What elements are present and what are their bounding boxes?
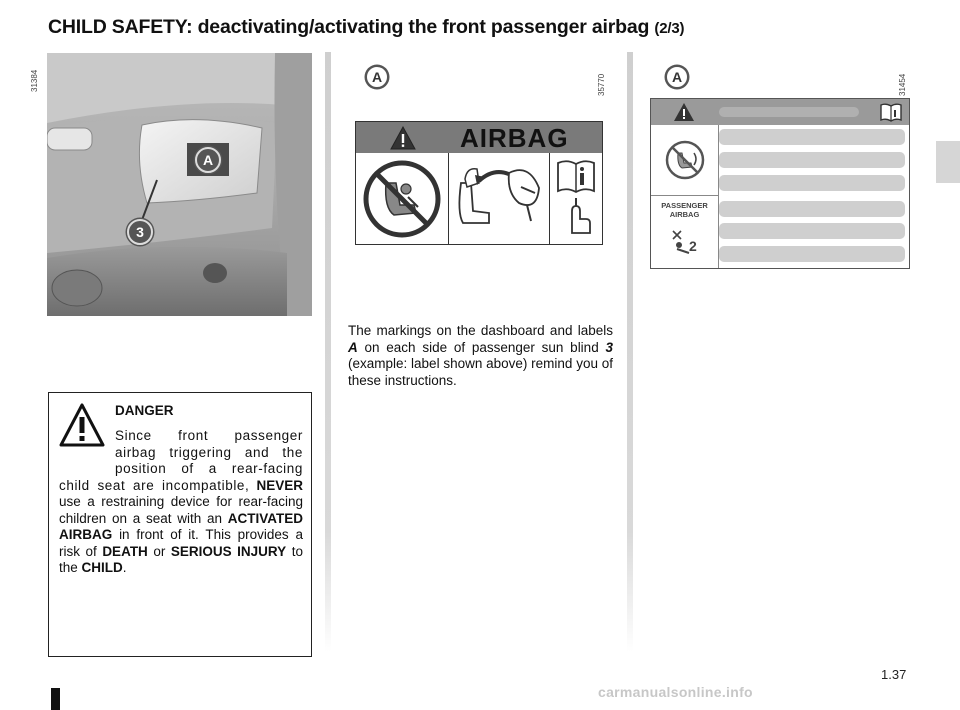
photo-label-a: A [195, 147, 221, 173]
warning-triangle-icon [673, 102, 695, 122]
sun-visor-illustration [47, 53, 312, 316]
manual-book-icon [879, 102, 903, 122]
page-part: (2/3) [654, 20, 685, 37]
text-placeholder-bar [719, 175, 905, 191]
danger-heading: DANGER [115, 403, 174, 418]
no-rear-seat-cell [356, 153, 449, 244]
airbag-deploy-cell [449, 153, 550, 244]
passenger-label-header [651, 99, 909, 125]
passenger-word: PASSENGER [661, 201, 708, 210]
no-seat-cell [651, 125, 718, 196]
no-rear-facing-seat-icon [664, 139, 706, 181]
text-placeholder-bar [719, 246, 905, 262]
passenger-ref-number: 31454 [898, 73, 907, 96]
airbag-word: AIRBAG [669, 210, 700, 219]
footer-marker [51, 688, 60, 710]
airbag-ref-number: 35770 [597, 73, 606, 96]
column-divider-left [325, 52, 331, 652]
section-tab [936, 141, 960, 183]
text-placeholder-bar [719, 129, 905, 145]
markings-paragraph: The markings on the dashboard and labels A on each side of passenger sun blind 3 (example: label shown above) remind you of these instructions. [348, 323, 613, 388]
text-placeholder-bar [719, 201, 905, 217]
passenger-figure-label-a: A [666, 66, 688, 88]
manual-book-icon [550, 153, 602, 244]
watermark: carmanualsonline.info [598, 684, 753, 700]
airbag-warning-label [355, 121, 603, 245]
airbag-figure-label-a: A [366, 66, 388, 88]
text-placeholder-bar [719, 152, 905, 168]
header-text-placeholder [719, 107, 859, 117]
no-rear-facing-seat-icon [356, 153, 448, 244]
manual-cell [550, 153, 602, 244]
page-title: CHILD SAFETY: deactivating/activating the front passenger airbag (2/3) [48, 16, 685, 38]
passenger-airbag-caption [651, 201, 718, 219]
airbag-count: 2 [689, 238, 697, 254]
page-number: 1.37 [881, 667, 907, 682]
passenger-label-icons [651, 125, 719, 268]
airbag-heading: AIRBAG [460, 123, 569, 153]
airbag-deploy-icon [449, 153, 549, 244]
text-placeholder-bar [719, 223, 905, 239]
label-a-ref: A [348, 339, 358, 355]
airbag-label-header [356, 122, 602, 153]
danger-warning-box [48, 392, 312, 657]
sun-visor-photo [47, 53, 312, 316]
danger-body: Since front passenger airbag triggering and the position of a rear-facing child seat are incompatible, NEVER use a restraining device for rear-facing children on a seat with an ACTIVATED AIRBAG in front of it. This provides a risk of DEATH or SERIOUS INJURY to the CHILD. [59, 428, 303, 575]
warning-triangle-icon [390, 126, 416, 150]
photo-ref-number: 31384 [30, 69, 39, 92]
passenger-airbag-label [650, 98, 910, 269]
column-divider-right [627, 52, 633, 652]
photo-label-3: 3 [127, 219, 153, 245]
sun-blind-ref: 3 [605, 339, 613, 355]
text-wrap-spacer [59, 428, 115, 476]
